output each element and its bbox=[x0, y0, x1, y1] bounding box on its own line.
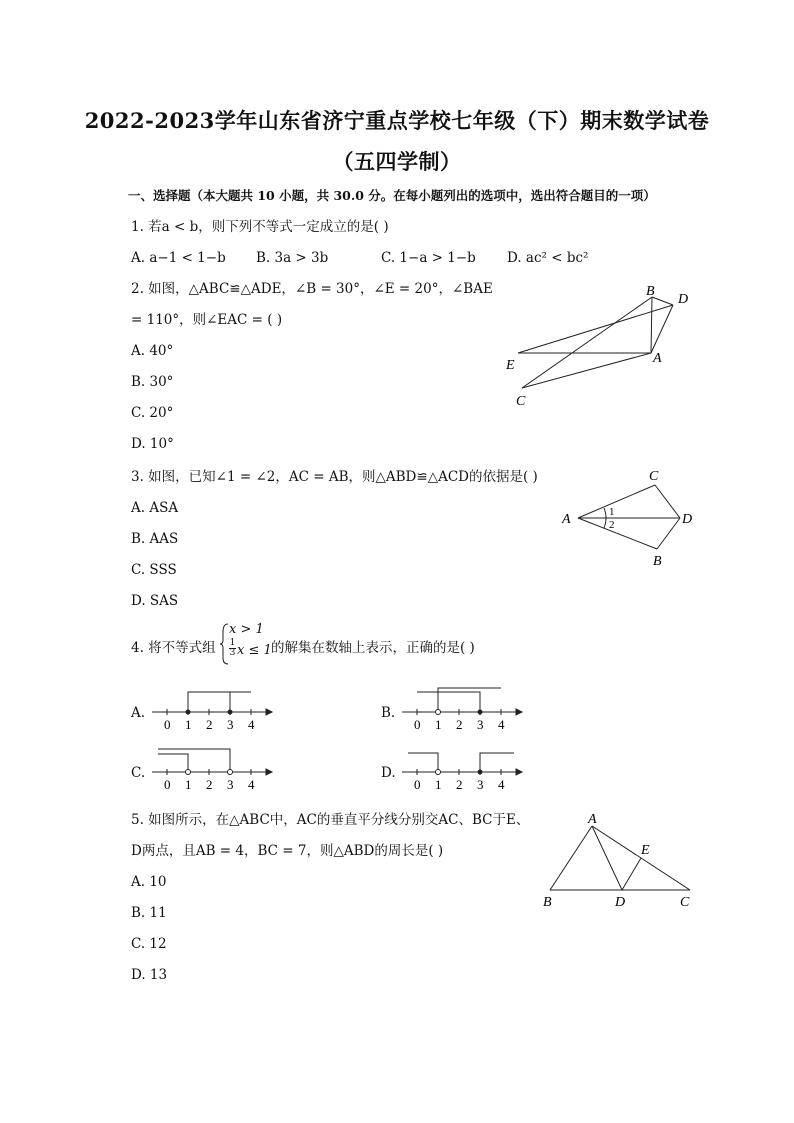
q1-option-c: C. 1−a > 1−b bbox=[381, 250, 476, 266]
q4b-circle-1 bbox=[436, 710, 441, 715]
q5-seg-de bbox=[622, 858, 641, 890]
q4-option-d-label: D. bbox=[381, 765, 396, 781]
q4d-circle-1 bbox=[436, 770, 441, 775]
q4a-dot-1 bbox=[186, 710, 191, 715]
q5-label-b: B bbox=[543, 895, 552, 910]
q1-option-a: A. a−1 < 1−b bbox=[131, 250, 226, 266]
q4d-dot-3 bbox=[478, 770, 483, 775]
exam-title-line2: （五四学制） bbox=[332, 149, 462, 174]
q2-figure bbox=[500, 280, 700, 410]
q4-option-b-label: B. bbox=[381, 705, 396, 721]
q4c-ray-2 bbox=[158, 754, 188, 772]
q3-figure bbox=[560, 465, 700, 575]
q4-system-line1: x > 1 bbox=[229, 622, 264, 637]
q2-seg-ed bbox=[518, 305, 673, 353]
q2-option-b: B. 30° bbox=[131, 374, 174, 390]
q5-stem-line2: D两点，且AB = 4，BC = 7，则△ABD的周长是( ) bbox=[131, 843, 444, 859]
section-heading: 一、选择题（本大题共 10 小题，共 30.0 分。在每小题列出的选项中，选出符合题目的一项） bbox=[128, 188, 656, 203]
q2-seg-ca bbox=[522, 353, 651, 388]
q4-fraction-num: 1 bbox=[229, 638, 236, 648]
q3-label-d: D bbox=[682, 512, 693, 527]
q4a-tick-4: 4 bbox=[248, 717, 255, 732]
q4c-tick-4: 4 bbox=[248, 777, 255, 792]
q2-stem-line1: 2. 如图，△ABC≌△ADE，∠B = 30°，∠E = 20°，∠BAE bbox=[131, 281, 493, 297]
q4b-tick-0: 0 bbox=[414, 717, 421, 732]
q4-fraction bbox=[229, 639, 236, 658]
q2-stem-line2: = 110°，则∠EAC = ( ) bbox=[131, 312, 283, 328]
q4-option-c-numberline bbox=[148, 745, 278, 795]
q4a-dot-3 bbox=[228, 710, 233, 715]
q4c-circle-3 bbox=[228, 770, 233, 775]
q4a-tick-0: 0 bbox=[164, 717, 171, 732]
q1-stem: 1. 若a < b，则下列不等式一定成立的是( ) bbox=[131, 219, 389, 235]
q3-label-angle1: 1 bbox=[609, 506, 615, 518]
q4-option-a-numberline bbox=[148, 685, 278, 735]
q4b-dot-3 bbox=[478, 710, 483, 715]
q2-label-d: D bbox=[678, 292, 689, 307]
q4a-tick-1: 1 bbox=[185, 717, 192, 732]
q4b-tick-4: 4 bbox=[498, 717, 505, 732]
q3-stem: 3. 如图，已知∠1 = ∠2，AC = AB，则△ABD≌△ACD的依据是( ) bbox=[131, 469, 538, 485]
q5-seg-ab bbox=[550, 826, 592, 890]
q4c-ray-1 bbox=[158, 749, 230, 772]
q3-option-c: C. SSS bbox=[131, 562, 177, 578]
q2-option-c: C. 20° bbox=[131, 405, 174, 421]
q5-option-d: D. 13 bbox=[131, 967, 168, 983]
exam-title-line1: 2022-2023学年山东省济宁重点学校七年级（下）期末数学试卷 bbox=[84, 108, 710, 133]
q4a-ray-left bbox=[188, 692, 251, 712]
q2-label-c: C bbox=[516, 394, 526, 409]
q4d-ray-left bbox=[408, 753, 438, 772]
q3-seg-bd bbox=[657, 518, 680, 549]
q4-option-c-label: C. bbox=[131, 765, 146, 781]
q4-option-a-label: A. bbox=[131, 705, 146, 721]
q3-seg-ac bbox=[578, 485, 655, 518]
q4-option-b-numberline bbox=[398, 685, 528, 735]
q4c-tick-0: 0 bbox=[164, 777, 171, 792]
q3-label-angle2: 2 bbox=[609, 519, 615, 531]
q5-label-d: D bbox=[615, 895, 626, 910]
q5-label-a: A bbox=[588, 812, 597, 827]
q4-option-d-numberline bbox=[398, 745, 528, 795]
q1-option-d: D. ac² < bc² bbox=[507, 250, 589, 266]
q4a-tick-3: 3 bbox=[227, 717, 234, 732]
q5-option-a: A. 10 bbox=[131, 874, 167, 890]
q4b-tick-1: 1 bbox=[435, 717, 442, 732]
q2-label-a: A bbox=[653, 351, 662, 366]
q3-label-b: B bbox=[653, 554, 662, 569]
q4d-tick-1: 1 bbox=[435, 777, 442, 792]
q4c-tick-2: 2 bbox=[206, 777, 213, 792]
q4-stem-suffix: 的解集在数轴上表示，正确的是( ) bbox=[271, 640, 475, 656]
q5-option-b: B. 11 bbox=[131, 905, 167, 921]
q4a-tick-2: 2 bbox=[206, 717, 213, 732]
q4-stem-prefix: 4. 将不等式组 bbox=[131, 640, 216, 656]
q4c-tick-1: 1 bbox=[185, 777, 192, 792]
q2-seg-da bbox=[651, 305, 673, 353]
q4d-tick-0: 0 bbox=[414, 777, 421, 792]
q5-option-c: C. 12 bbox=[131, 936, 167, 952]
q4-fraction-den: 3 bbox=[229, 648, 236, 658]
q4d-tick-4: 4 bbox=[498, 777, 505, 792]
q4b-tick-2: 2 bbox=[456, 717, 463, 732]
q2-seg-bd bbox=[652, 297, 673, 305]
q1-option-b: B. 3a > 3b bbox=[256, 250, 329, 266]
q3-option-b: B. AAS bbox=[131, 531, 179, 547]
q2-label-b: B bbox=[646, 284, 655, 299]
q4d-tick-2: 2 bbox=[456, 777, 463, 792]
q5-stem-line1: 5. 如图所示，在△ABC中，AC的垂直平分线分别交AC、BC于E、 bbox=[131, 812, 530, 828]
q5-figure bbox=[538, 808, 703, 913]
q5-label-e: E bbox=[641, 843, 650, 858]
q3-seg-ab bbox=[578, 518, 657, 549]
q2-option-d: D. 10° bbox=[131, 436, 174, 452]
q3-option-d: D. SAS bbox=[131, 593, 179, 609]
q4d-tick-3: 3 bbox=[477, 777, 484, 792]
q4c-tick-3: 3 bbox=[227, 777, 234, 792]
q2-option-a: A. 40° bbox=[131, 343, 174, 359]
q3-seg-cd bbox=[655, 485, 680, 518]
q3-option-a: A. ASA bbox=[131, 500, 179, 516]
q4-system-line2: x ≤ 1 bbox=[237, 643, 272, 658]
q3-label-a: A bbox=[562, 512, 571, 527]
q4d-ray-right bbox=[480, 753, 514, 772]
q2-label-e: E bbox=[506, 358, 515, 373]
q4c-circle-1 bbox=[186, 770, 191, 775]
q2-seg-ba bbox=[651, 297, 652, 353]
q4a-arrow bbox=[266, 709, 272, 715]
q5-label-c: C bbox=[680, 895, 690, 910]
q4b-ray-left bbox=[417, 692, 480, 712]
q2-seg-cb bbox=[522, 297, 652, 388]
q4-brace-path bbox=[220, 624, 228, 664]
q3-label-c: C bbox=[649, 469, 659, 484]
q4b-tick-3: 3 bbox=[477, 717, 484, 732]
